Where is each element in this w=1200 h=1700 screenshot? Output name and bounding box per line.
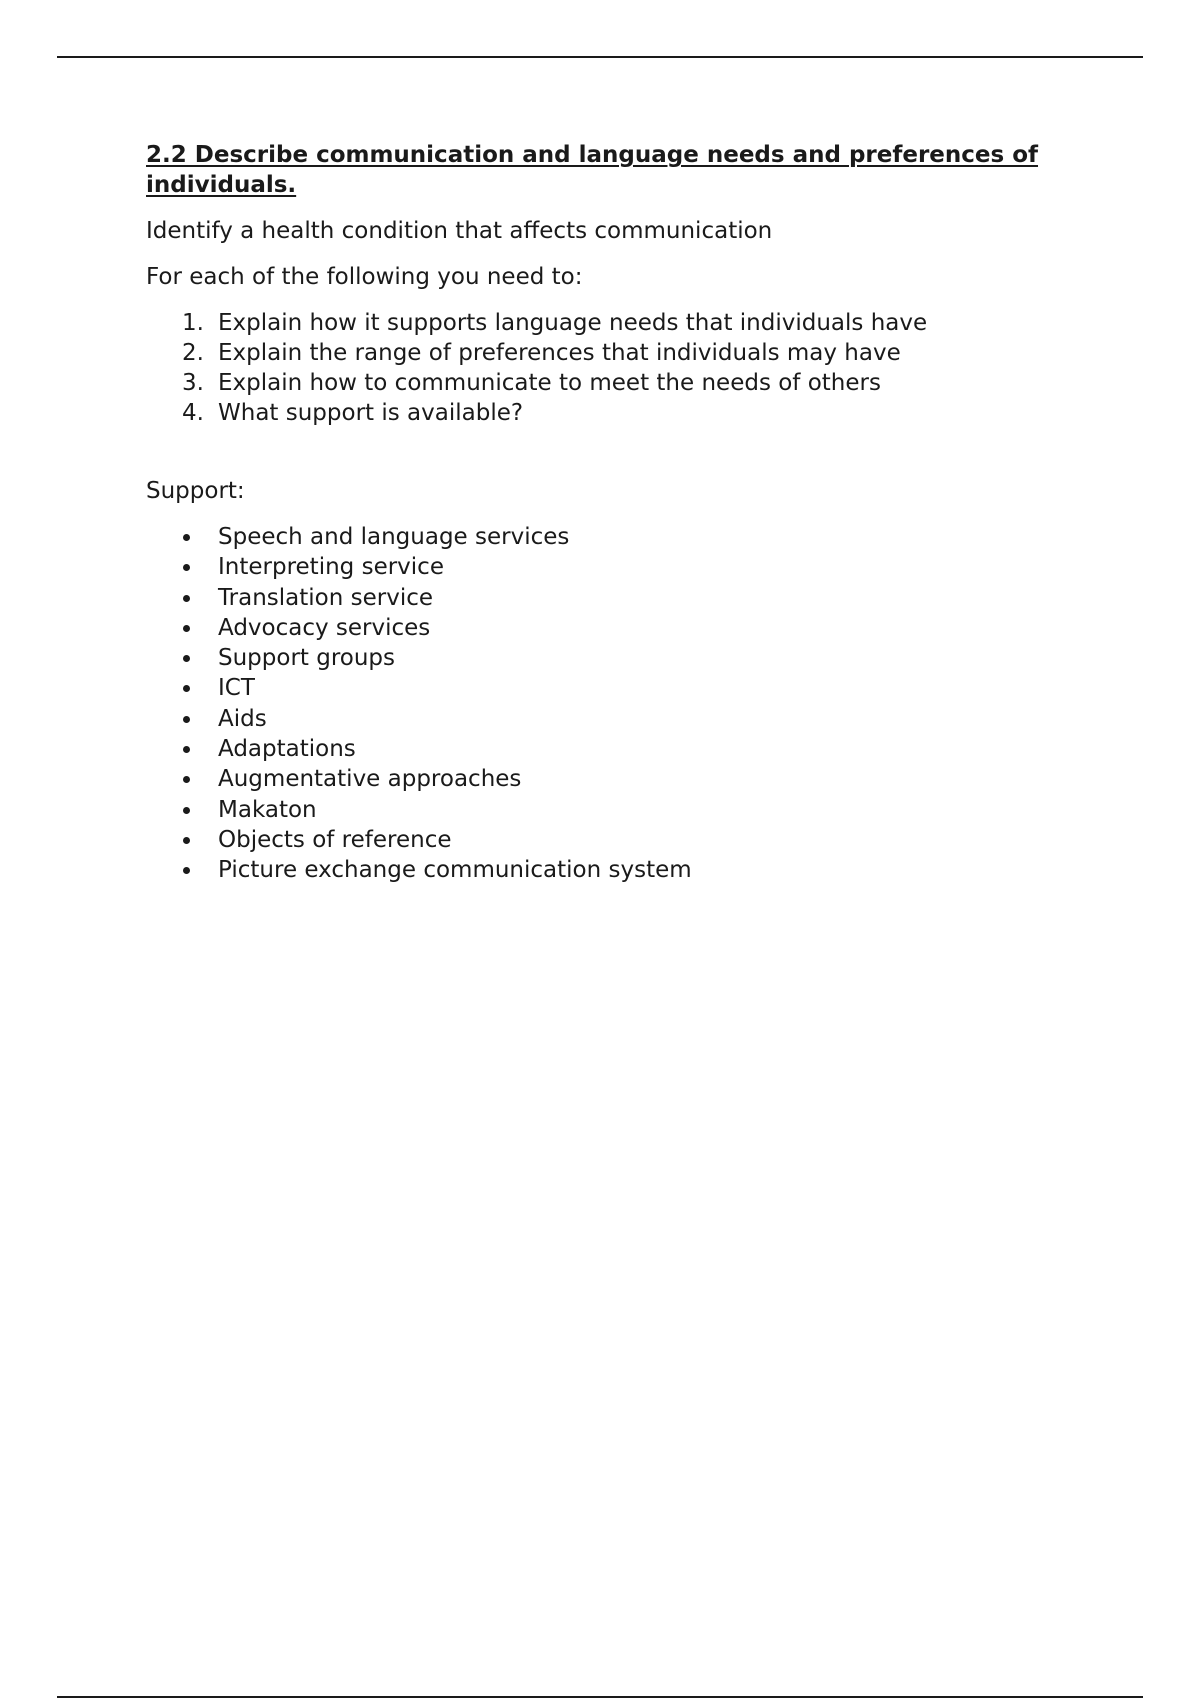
task-text: Explain how to communicate to meet the needs of others (218, 370, 881, 396)
footer-rule (57, 1696, 1143, 1698)
bullet-icon (183, 837, 190, 844)
support-item-text: Makaton (218, 796, 317, 823)
support-list (146, 522, 1066, 886)
support-item-text: ICT (218, 675, 255, 702)
bullet-icon (183, 746, 190, 753)
support-item-text: Support groups (218, 645, 396, 672)
support-item-text: Aids (218, 705, 267, 732)
bullet-icon (183, 625, 190, 632)
support-item (146, 552, 1066, 582)
support-item (146, 613, 1066, 643)
support-item-text: Translation service (218, 584, 434, 611)
instruction-text: For each of the following you need to: (146, 264, 583, 290)
support-label: Support: (146, 478, 245, 504)
support-item (146, 643, 1066, 673)
task-item (146, 398, 1066, 428)
support-item (146, 704, 1066, 734)
task-number: 3. (182, 370, 204, 396)
header-rule (57, 56, 1143, 58)
bullet-icon (183, 807, 190, 814)
task-text: Explain the range of preferences that individuals may have (218, 340, 901, 366)
task-item (146, 368, 1066, 398)
bullet-icon (183, 534, 190, 541)
bullet-icon (183, 867, 190, 874)
bullet-icon (183, 564, 190, 571)
support-item-text: Adaptations (218, 736, 356, 763)
support-item-text: Advocacy services (218, 614, 431, 641)
bullet-icon (183, 655, 190, 662)
support-item (146, 583, 1066, 613)
support-item (146, 522, 1066, 552)
section-heading: 2.2 Describe communication and language needs and preferences of individuals. (146, 142, 1039, 198)
task-number: 2. (182, 340, 204, 366)
support-item-text: Picture exchange communication system (218, 857, 692, 884)
task-list (146, 308, 1066, 428)
document-body (146, 140, 1066, 886)
support-item (146, 734, 1066, 764)
support-item (146, 795, 1066, 825)
support-item (146, 825, 1066, 855)
bullet-icon (183, 595, 190, 602)
task-number: 1. (182, 310, 204, 336)
intro-text: Identify a health condition that affects communication (146, 218, 773, 244)
support-item (146, 673, 1066, 703)
support-item-text: Augmentative approaches (218, 766, 522, 793)
support-item (146, 764, 1066, 794)
support-item-text: Speech and language services (218, 524, 570, 550)
task-text: What support is available? (218, 400, 524, 426)
task-number: 4. (182, 400, 204, 426)
bullet-icon (183, 716, 190, 723)
support-item-text: Interpreting service (218, 554, 444, 581)
support-item-text: Objects of reference (218, 826, 452, 853)
bullet-icon (183, 776, 190, 783)
task-item (146, 338, 1066, 368)
bullet-icon (183, 685, 190, 692)
task-item (146, 308, 1066, 338)
task-text: Explain how it supports language needs that individuals have (218, 310, 928, 336)
support-item (146, 855, 1066, 885)
